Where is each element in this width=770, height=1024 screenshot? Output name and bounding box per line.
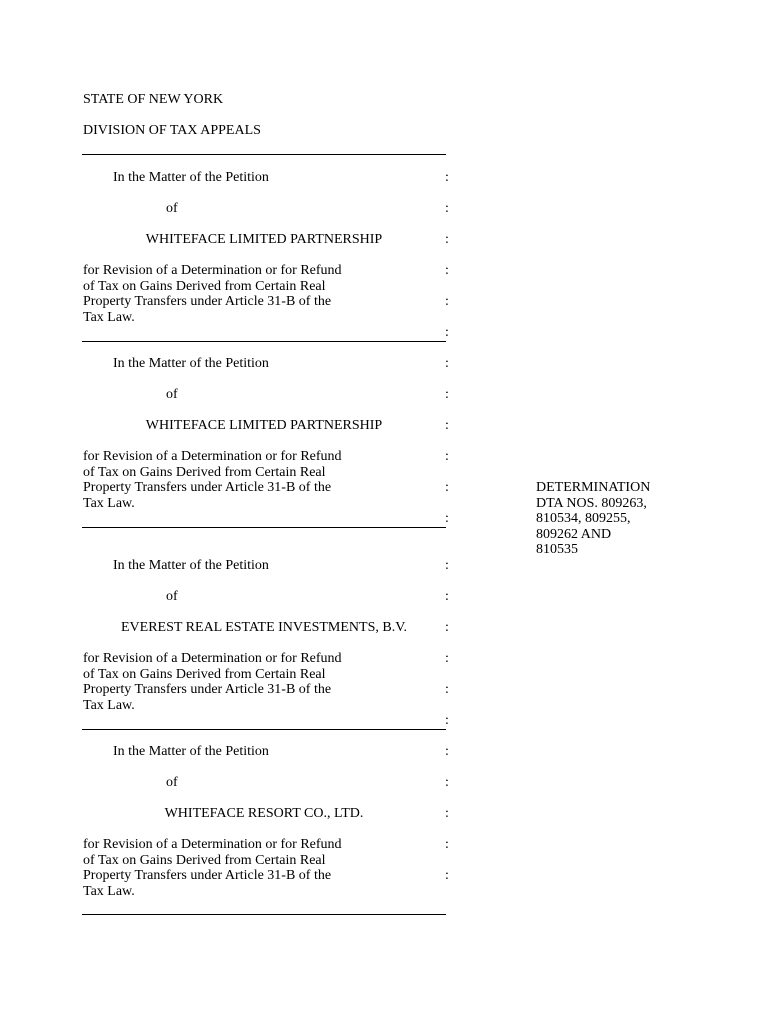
description-line: Property Transfers under Article 31-B of the (83, 682, 332, 697)
of-line: of (166, 387, 178, 402)
description-line: Property Transfers under Article 31-B of the (83, 868, 332, 883)
description-line: Tax Law. (83, 697, 135, 713)
caption-colon: : (445, 170, 449, 185)
caption-colon: : (445, 418, 449, 433)
of-line: of (166, 775, 178, 790)
caption-colon: : (445, 620, 449, 635)
caption-colon: : (445, 806, 449, 821)
petitioner-name: EVEREST REAL ESTATE INVESTMENTS, B.V. (120, 620, 407, 635)
caption-colon: : (445, 263, 449, 278)
description-line: Property Transfers under Article 31-B of the (83, 480, 332, 495)
description-line: Property Transfers under Article 31-B of the (83, 294, 332, 309)
caption-colon: : (445, 868, 449, 883)
determination-block (536, 480, 650, 558)
description-line: for Revision of a Determination or for Refund (83, 837, 342, 852)
matter-line: In the Matter of the Petition (113, 356, 269, 371)
description-line: Tax Law. (83, 309, 135, 325)
description-line: for Revision of a Determination or for Refund (83, 651, 342, 666)
petitioner-name: WHITEFACE LIMITED PARTNERSHIP (145, 418, 383, 433)
description-line: of Tax on Gains Derived from Certain Real (83, 852, 326, 868)
dta-numbers-line: 809262 AND (536, 526, 612, 542)
caption-colon: : (445, 480, 449, 495)
caption-colon: : (445, 713, 449, 728)
dta-numbers-line: 810534, 809255, (536, 511, 631, 526)
of-line: of (166, 201, 178, 216)
caption-colon: : (445, 837, 449, 852)
description-line: Tax Law. (83, 495, 135, 511)
caption-colon: : (445, 449, 449, 464)
dta-numbers-line: 810535 (536, 542, 578, 557)
matter-line: In the Matter of the Petition (113, 744, 269, 759)
caption-colon: : (445, 589, 449, 604)
caption-colon: : (445, 325, 449, 340)
petitioner-name: WHITEFACE RESORT CO., LTD. (164, 806, 364, 821)
matter-line: In the Matter of the Petition (113, 170, 269, 185)
caption-colon: : (445, 682, 449, 697)
description-line: of Tax on Gains Derived from Certain Real (83, 464, 326, 480)
caption-colon: : (445, 232, 449, 247)
state-heading: STATE OF NEW YORK (83, 92, 224, 107)
of-line: of (166, 589, 178, 604)
caption-colon: : (445, 511, 449, 526)
caption-rule-top (82, 154, 446, 155)
description-line: Tax Law. (83, 883, 135, 899)
caption-rule (82, 527, 446, 528)
caption-colon: : (445, 775, 449, 790)
description-line: for Revision of a Determination or for Refund (83, 263, 342, 278)
caption-colon: : (445, 201, 449, 216)
caption-colon: : (445, 558, 449, 573)
caption-rule (82, 729, 446, 730)
description-line: of Tax on Gains Derived from Certain Real (83, 278, 326, 294)
dta-numbers-line: DTA NOS. 809263, (536, 495, 647, 511)
determination-title: DETERMINATION (536, 480, 651, 495)
caption-colon: : (445, 744, 449, 759)
description-line: for Revision of a Determination or for Refund (83, 449, 342, 464)
caption-colon: : (445, 651, 449, 666)
caption-colon: : (445, 356, 449, 371)
caption-colon: : (445, 387, 449, 402)
division-heading: DIVISION OF TAX APPEALS (83, 123, 261, 138)
caption-rule-bottom (82, 914, 446, 915)
petitioner-name: WHITEFACE LIMITED PARTNERSHIP (145, 232, 383, 247)
matter-line: In the Matter of the Petition (113, 558, 269, 573)
description-line: of Tax on Gains Derived from Certain Real (83, 666, 326, 682)
caption-rule (82, 341, 446, 342)
caption-colon: : (445, 294, 449, 309)
